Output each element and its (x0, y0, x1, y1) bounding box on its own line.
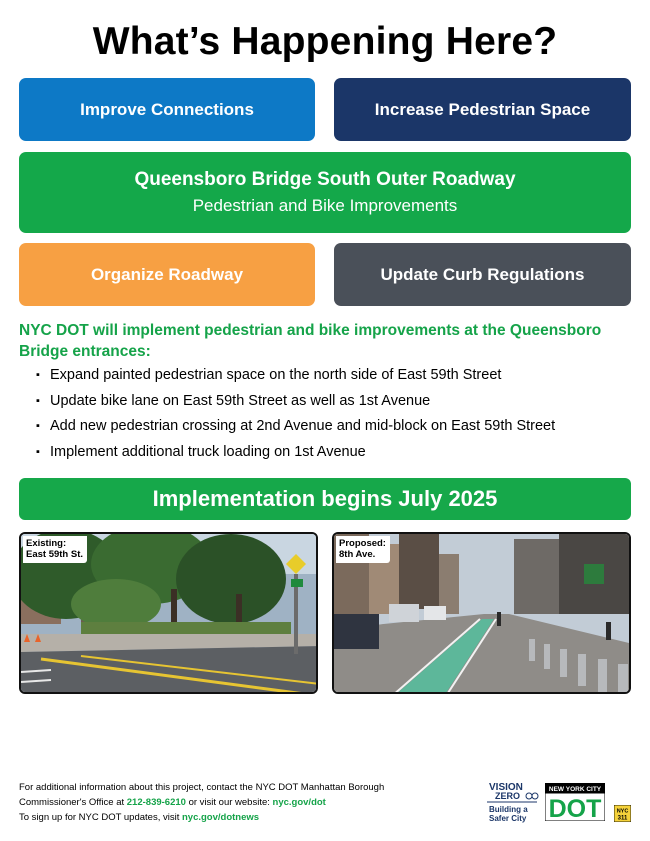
project-title-tile (19, 152, 631, 233)
footer-contact (19, 780, 479, 825)
svg-text:311: 311 (617, 815, 628, 822)
nyc-311-logo (614, 805, 631, 822)
improve-connections-tile: Improve Connections (19, 78, 315, 141)
project-subtitle: Pedestrian and Bike Improvements (192, 196, 458, 215)
updates-link[interactable]: nyc.gov/dotnews (181, 812, 260, 823)
vision-zero-logo (485, 780, 539, 824)
nyc-dot-logo (545, 783, 605, 821)
phone-number[interactable]: 212-839-6210 (126, 797, 186, 808)
update-curb-regulations-tile: Update Curb Regulations (334, 243, 631, 306)
svg-text:DOT: DOT (548, 795, 602, 821)
website-link[interactable]: nyc.gov/dot (272, 797, 326, 808)
increase-pedestrian-space-tile: Increase Pedestrian Space (334, 78, 631, 141)
svg-text:NYC: NYC (616, 808, 629, 815)
list-item: ▪ Expand painted pedestrian space on the north side of East 59th Street (36, 366, 636, 392)
existing-photo (19, 532, 318, 694)
footer-line: To sign up for NYC DOT updates, visit nyc.gov/dotnews (19, 812, 260, 823)
svg-text:VISION: VISION (489, 782, 523, 793)
svg-text:Building a: Building a (489, 805, 528, 814)
footer-line: For additional information about this project, contact the NYC DOT Manhattan Borough (19, 782, 385, 793)
improvements-list (36, 366, 636, 468)
page-title: What’s Happening Here? (92, 20, 558, 63)
svg-text:Safer City: Safer City (489, 814, 527, 823)
proposed-photo (332, 532, 631, 694)
footer-line: Commissioner's Office at 212-839-6210 or visit our website: nyc.gov/dot (19, 797, 326, 808)
svg-text:NEW YORK CITY: NEW YORK CITY (548, 785, 602, 793)
intro-text: NYC DOT will implement pedestrian and bike improvements at the Queensboro Bridge entrances: (19, 322, 602, 360)
organize-roadway-tile: Organize Roadway (19, 243, 315, 306)
list-item: ▪ Update bike lane on East 59th Street as well as 1st Avenue (36, 392, 636, 418)
list-item: ▪ Add new pedestrian crossing at 2nd Avenue and mid-block on East 59th Street (36, 417, 636, 443)
project-title: Queensboro Bridge South Outer Roadway (134, 169, 516, 190)
proposed-photo-label: Proposed: 8th Ave. (336, 536, 390, 563)
implementation-banner: Implementation begins July 2025 (19, 478, 631, 520)
existing-photo-label: Existing: East 59th St. (23, 536, 87, 563)
svg-text:ZERO: ZERO (495, 791, 521, 801)
list-item: ▪ Implement additional truck loading on 1st Avenue (36, 443, 636, 469)
